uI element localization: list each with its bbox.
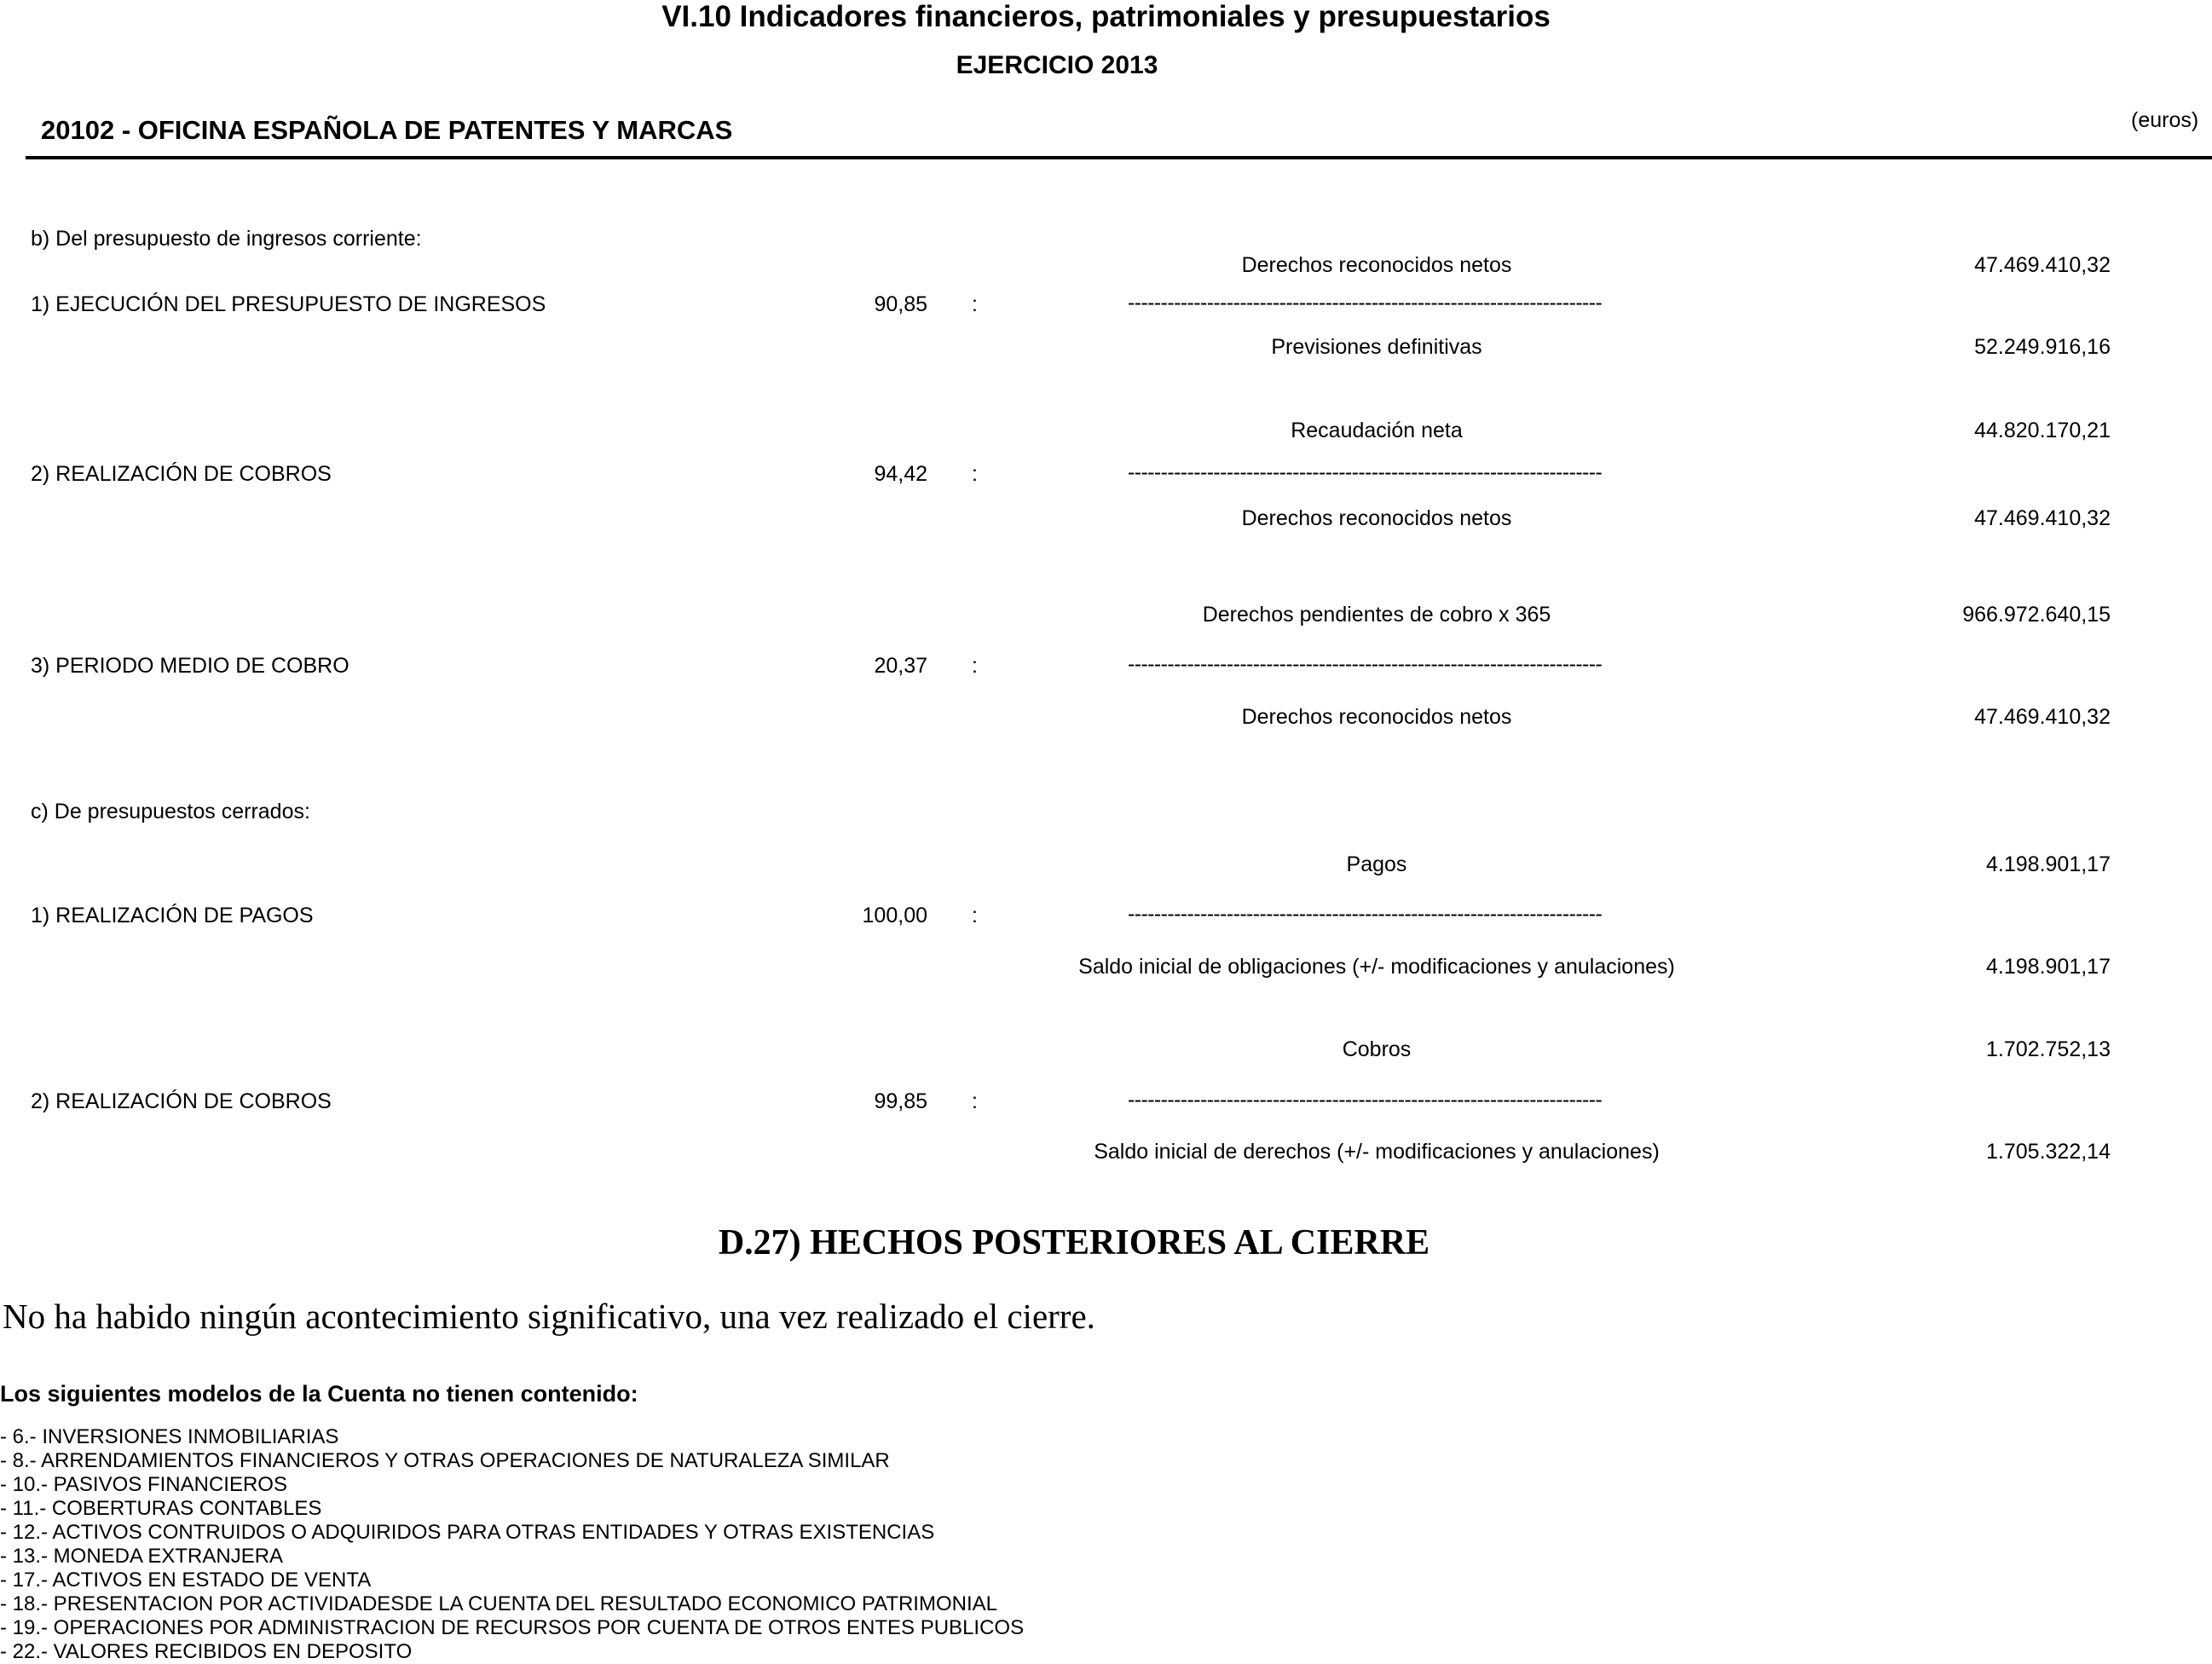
section-c-heading: c) De presupuestos cerrados: [31, 800, 310, 823]
indicator-label: 2) REALIZACIÓN DE COBROS [31, 1089, 332, 1113]
denominator-label: Saldo inicial de obligaciones (+/- modificaciones y anulaciones) [1078, 955, 1675, 979]
denominator-label: Derechos reconocidos netos [1241, 705, 1512, 729]
fraction-line: ------------------------------------------------------------------------ [1128, 652, 1603, 676]
organism-name: 20102 - OFICINA ESPAÑOLA DE PATENTES Y MARCAS [41, 115, 733, 145]
page-title: VI.10 Indicadores financieros, patrimoniales y presupuestarios [661, 0, 1551, 33]
numerator-value: 1.702.752,13 [1986, 1037, 2111, 1061]
denominator-value: 4.198.901,17 [1986, 955, 2111, 979]
denominator-label: Previsiones definitivas [1271, 335, 1482, 359]
list-item: - 18.- PRESENTACION POR ACTIVIDADESDE LA CUENTA DEL RESULTADO ECONOMICO PATRIMONIAL [0, 1592, 997, 1615]
indicator-label: 3) PERIODO MEDIO DE COBRO [31, 654, 349, 678]
colon: : [972, 654, 978, 678]
colon: : [972, 462, 978, 486]
list-item: - 19.- OPERACIONES POR ADMINISTRACION DE RECURSOS POR CUENTA DE OTROS ENTES PUBLICOS [0, 1616, 1025, 1639]
numerator-label: Pagos [1346, 852, 1407, 876]
list-item: - 11.- COBERTURAS CONTABLES [0, 1497, 322, 1520]
header-rule [26, 156, 2212, 159]
fraction-line: ------------------------------------------------------------------------ [1128, 1088, 1603, 1112]
empty-models-heading: Los siguientes modelos de la Cuenta no tienen contenido: [0, 1381, 638, 1407]
indicator-label: 1) REALIZACIÓN DE PAGOS [31, 904, 314, 927]
indicator-value: 94,42 [874, 462, 927, 486]
numerator-label: Derechos pendientes de cobro x 365 [1202, 603, 1551, 627]
indicator-value: 100,00 [862, 904, 927, 927]
indicator-value: 20,37 [874, 654, 927, 678]
fraction-line: ------------------------------------------------------------------------ [1128, 460, 1603, 484]
colon: : [972, 292, 978, 316]
numerator-label: Recaudación neta [1291, 419, 1463, 442]
exercise-year: EJERCICIO 2013 [956, 51, 1158, 79]
list-item: - 6.- INVERSIONES INMOBILIARIAS [0, 1425, 339, 1448]
denominator-value: 52.249.916,16 [1974, 335, 2111, 359]
denominator-label: Saldo inicial de derechos (+/- modificaciones y anulaciones) [1094, 1140, 1660, 1164]
indicator-value: 99,85 [874, 1089, 927, 1113]
denominator-value: 47.469.410,32 [1974, 506, 2111, 530]
fraction-line: ------------------------------------------------------------------------ [1128, 291, 1603, 315]
denominator-value: 47.469.410,32 [1974, 705, 2111, 729]
colon: : [972, 1089, 978, 1113]
list-item: - 8.- ARRENDAMIENTOS FINANCIEROS Y OTRAS OPERACIONES DE NATURALEZA SIMILAR [0, 1449, 890, 1472]
empty-models-list [0, 1425, 1024, 1664]
denominator-value: 1.705.322,14 [1986, 1140, 2111, 1164]
indicator-label: 2) REALIZACIÓN DE COBROS [31, 462, 332, 486]
numerator-value: 4.198.901,17 [1986, 852, 2111, 876]
section-b-heading: b) Del presupuesto de ingresos corriente: [31, 227, 422, 251]
section-d27-heading: D.27) HECHOS POSTERIORES AL CIERRE [718, 1223, 1430, 1262]
list-item: - 13.- MONEDA EXTRANJERA [0, 1545, 284, 1568]
indicator-value: 90,85 [874, 292, 927, 316]
list-item: - 10.- PASIVOS FINANCIEROS [0, 1473, 287, 1496]
units-label: (euros) [2131, 108, 2199, 132]
list-item: - 12.- ACTIVOS CONTRUIDOS O ADQUIRIDOS PARA OTRAS ENTIDADES Y OTRAS EXISTENCIAS [0, 1521, 935, 1544]
denominator-label: Derechos reconocidos netos [1241, 506, 1512, 530]
colon: : [972, 904, 978, 927]
list-item: - 22.- VALORES RECIBIDOS EN DEPOSITO [0, 1640, 413, 1663]
section-d27-text: No ha habido ningún acontecimiento significativo, una vez realizado el cierre. [3, 1297, 1095, 1336]
numerator-label: Cobros [1342, 1037, 1412, 1061]
indicator-label: 1) EJECUCIÓN DEL PRESUPUESTO DE INGRESOS [31, 292, 546, 316]
numerator-value: 47.469.410,32 [1974, 253, 2111, 277]
numerator-value: 44.820.170,21 [1974, 419, 2111, 442]
numerator-label: Derechos reconocidos netos [1241, 253, 1512, 277]
numerator-value: 966.972.640,15 [1962, 603, 2111, 627]
fraction-line: ------------------------------------------------------------------------ [1128, 902, 1603, 926]
list-item: - 17.- ACTIVOS EN ESTADO DE VENTA [0, 1569, 372, 1592]
